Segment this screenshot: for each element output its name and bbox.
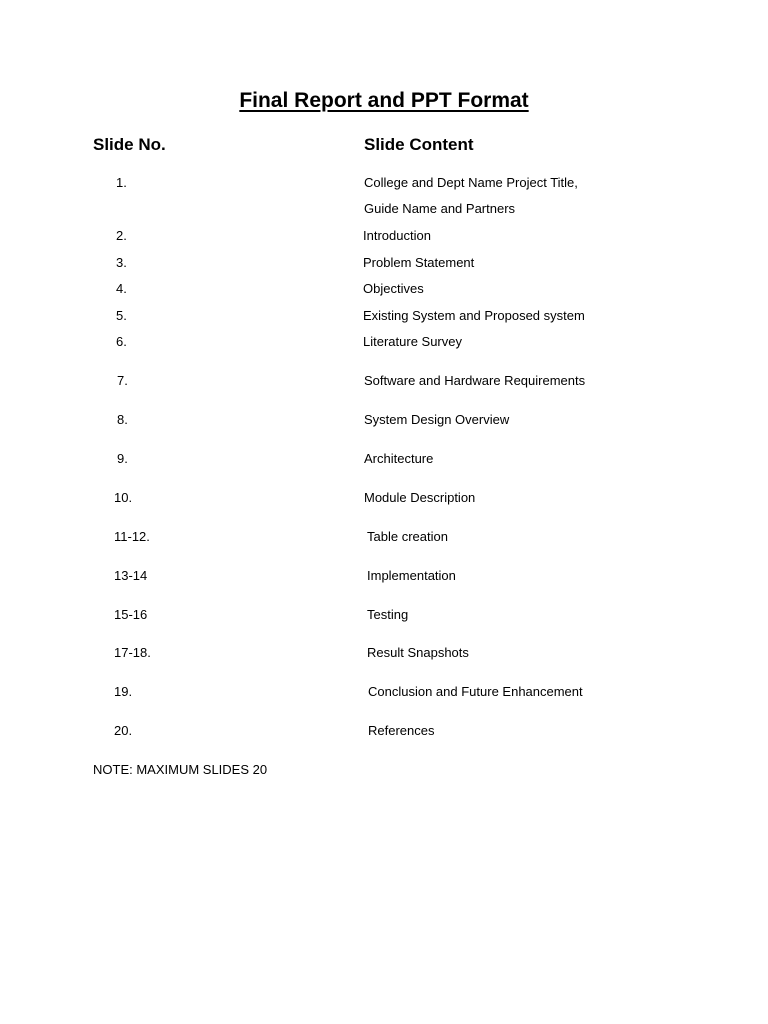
slide-content: Conclusion and Future Enhancement	[368, 684, 583, 699]
slide-number: 9.	[117, 451, 128, 466]
slide-content: Testing	[367, 607, 409, 622]
table-row	[0, 490, 768, 510]
slide-content: Introduction	[363, 228, 431, 243]
slide-number: 3.	[116, 255, 127, 270]
slide-number: 11-12.	[114, 529, 150, 544]
slide-content: References	[368, 723, 435, 738]
slide-content: Objectives	[363, 281, 424, 296]
slide-content: Software and Hardware Requirements	[364, 373, 586, 388]
page-title-text: Final Report and PPT Format	[239, 89, 529, 112]
slide-number: 1.	[116, 175, 127, 190]
table-row	[0, 607, 768, 627]
table-row	[0, 281, 768, 301]
slide-number: 17-18.	[114, 645, 151, 660]
table-row	[0, 334, 768, 354]
slide-number: 5.	[116, 308, 127, 323]
slide-number: 19.	[114, 684, 133, 699]
page-title	[0, 89, 768, 113]
slide-number: 20.	[114, 723, 133, 738]
slide-number: 15-16	[114, 607, 148, 622]
slide-content: Guide Name and Partners	[364, 201, 516, 216]
slide-number: 2.	[116, 228, 127, 243]
slide-content: Module Description	[364, 490, 476, 505]
slide-content: System Design Overview	[364, 412, 510, 427]
slide-content: Problem Statement	[363, 255, 475, 270]
table-row	[0, 568, 768, 588]
table-row	[0, 645, 768, 665]
slide-number: 13-14	[114, 568, 148, 583]
table-row	[0, 412, 768, 432]
table-row	[0, 255, 768, 275]
slide-number: 7.	[117, 373, 128, 388]
slide-number: 4.	[116, 281, 127, 296]
table-row	[0, 373, 768, 393]
slide-content: Existing System and Proposed system	[363, 308, 585, 323]
slide-content: College and Dept Name Project Title,	[364, 175, 578, 190]
max-slides-note: NOTE: MAXIMUM SLIDES 20	[93, 762, 268, 777]
slide-number: 10.	[114, 490, 133, 505]
column-header-slide-no: Slide No.	[93, 135, 166, 154]
table-row	[0, 529, 768, 549]
table-row	[0, 175, 768, 195]
slide-content: Table creation	[367, 529, 448, 544]
table-row	[0, 723, 768, 743]
table-row	[0, 228, 768, 248]
table-row	[0, 684, 768, 704]
column-header-slide-content: Slide Content	[364, 135, 474, 154]
table-row	[0, 201, 768, 221]
slide-content: Result Snapshots	[367, 645, 469, 660]
slide-content: Implementation	[367, 568, 456, 583]
table-row	[0, 451, 768, 471]
slide-number: 6.	[116, 334, 127, 349]
table-row	[0, 308, 768, 328]
slide-content: Architecture	[364, 451, 434, 466]
slide-number: 8.	[117, 412, 128, 427]
slide-content: Literature Survey	[363, 334, 462, 349]
